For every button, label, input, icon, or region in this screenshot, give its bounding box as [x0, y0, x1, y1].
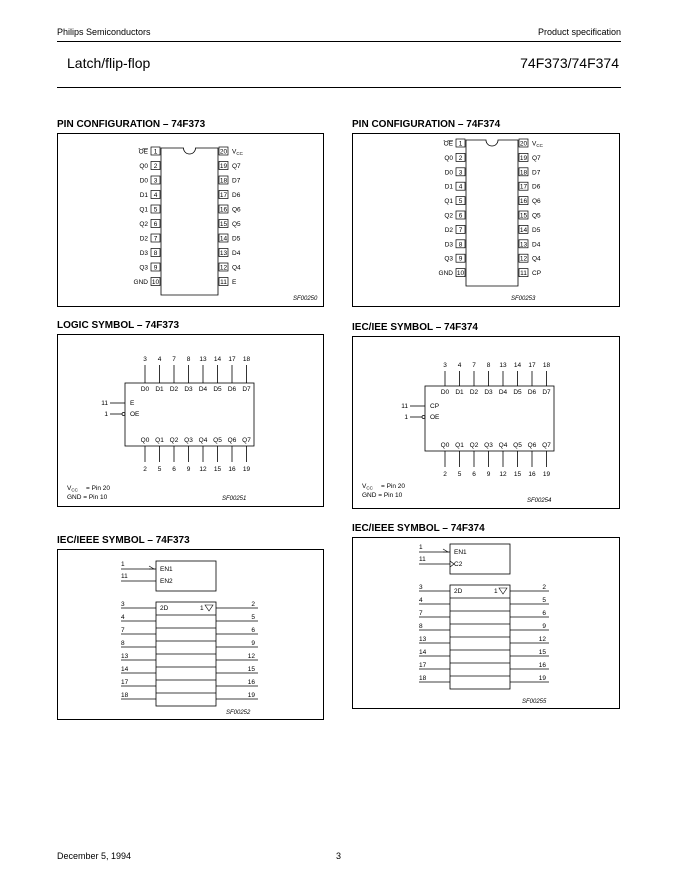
vcc-note-label: $V_{CC}$ [362, 483, 373, 491]
pin-number: 13 [219, 250, 228, 257]
data-output-pin-number: 16 [247, 679, 255, 686]
data-output-pin-number: 6 [251, 627, 255, 634]
pin-label: Q0 [444, 154, 453, 162]
data-input-label: D2 [469, 389, 479, 396]
pin-config-373-diagram [58, 134, 323, 306]
input-pin-number: 7 [172, 356, 176, 363]
vcc-note: = Pin 20 [381, 483, 406, 490]
control-label: E [130, 400, 135, 407]
pin-number: 8 [153, 250, 158, 257]
input-pin-number: 7 [472, 362, 476, 369]
pin-number: 7 [153, 235, 158, 243]
figure-code: SF00255 [522, 699, 547, 705]
pin-label: Q7 [232, 163, 241, 170]
data-input-pin-number: 17 [419, 662, 427, 669]
pin-label: Q1 [444, 198, 453, 206]
pin-number: 20 [519, 140, 528, 148]
data-output-pin-number: 2 [542, 584, 546, 591]
pin-number: 10 [151, 279, 160, 286]
data-input-pin-number: 3 [121, 601, 125, 608]
footer-date: December 5, 1994 [57, 851, 132, 861]
data-dependency-label: 2D [454, 588, 463, 595]
input-pin-number: 13 [499, 362, 507, 369]
logic-373-figure [57, 334, 324, 507]
control-label: C2 [454, 561, 463, 568]
output-label: Q1 [155, 437, 164, 444]
pin-label: Q5 [532, 212, 541, 220]
data-input-label: D4 [498, 389, 508, 396]
data-input-label: D5 [213, 386, 222, 393]
output-pin-number: 6 [172, 466, 176, 473]
input-pin-number: 18 [542, 362, 551, 369]
pin-label: GND [438, 270, 453, 278]
pin-label: D6 [232, 192, 241, 199]
pin-label: D7 [232, 177, 241, 185]
control-pin-number: 1 [121, 561, 125, 568]
pin-label: Q6 [232, 206, 241, 214]
output-label: Q7 [242, 437, 251, 444]
control-label: EN2 [160, 578, 173, 585]
data-output-pin-number: 16 [538, 662, 546, 669]
pin-number: 10 [456, 270, 465, 278]
title-rule [57, 87, 621, 88]
pin-number: 6 [153, 221, 158, 228]
data-input-label: D2 [169, 386, 179, 393]
output-label: Q1 [455, 442, 464, 449]
output-label: Q6 [227, 437, 237, 444]
data-output-pin-number: 5 [251, 614, 255, 621]
pin-number: 3 [153, 177, 158, 185]
data-input-pin-number: 8 [121, 640, 125, 647]
pin-number: 12 [519, 255, 528, 263]
data-input-pin-number: 13 [121, 653, 129, 660]
pin-label: D3 [444, 241, 453, 249]
pin-number: 8 [458, 241, 463, 249]
gnd-note: GND = Pin 10 [67, 494, 108, 501]
heading-iec-374-b: IEC/IEEE SYMBOL – 74F374 [352, 523, 485, 534]
pin-label: D2 [139, 235, 148, 243]
output-pin-number: 6 [472, 471, 476, 478]
data-output-pin-number: 5 [542, 597, 546, 604]
document-type: Product specification [537, 27, 621, 37]
data-input-label: D3 [484, 389, 493, 396]
pin-number: 13 [519, 241, 528, 249]
output-pin-number: 19 [542, 471, 551, 478]
pin-number: 9 [458, 255, 463, 263]
pin-number: 17 [519, 183, 528, 191]
data-output-pin-number: 19 [247, 692, 255, 699]
control-pin-number: 1 [404, 414, 408, 421]
dip-package [466, 140, 518, 286]
output-label: Q6 [527, 442, 537, 449]
data-input-pin-number: 18 [121, 692, 129, 699]
data-input-pin-number: 7 [121, 627, 125, 634]
data-input-label: D6 [527, 389, 537, 396]
output-label: Q7 [542, 442, 551, 449]
pin-number: 18 [219, 177, 228, 185]
pin-number: 17 [219, 192, 228, 199]
pin-number: 16 [219, 206, 228, 214]
page-number: 3 [336, 851, 342, 861]
data-output-pin-number: 12 [247, 653, 255, 660]
pin-label: Q1 [139, 206, 148, 214]
data-input-label: D6 [227, 386, 237, 393]
output-pin-number: 16 [528, 471, 536, 478]
pin-label: D3 [139, 250, 148, 257]
pin-number: 19 [519, 154, 528, 162]
pin-label: D0 [444, 169, 453, 177]
figure-code: SF00252 [226, 710, 251, 716]
data-input-label: D5 [513, 389, 522, 396]
pin-number: 4 [458, 183, 463, 191]
output-pin-number: 2 [143, 466, 147, 473]
pin-number: 16 [519, 198, 528, 206]
heading-logic-373: LOGIC SYMBOL – 74F373 [57, 320, 180, 331]
data-input-pin-number: 7 [419, 610, 423, 617]
polarity-indicator [149, 566, 154, 569]
data-output-pin-number: 12 [538, 636, 546, 643]
pin-number: 20 [219, 148, 228, 156]
control-label: EN1 [160, 566, 173, 573]
data-input-label: D0 [440, 389, 450, 396]
pin-label: Q5 [232, 221, 241, 228]
pin-label: $V_{CC}$ [232, 148, 243, 156]
output-label: Q3 [484, 442, 493, 449]
pin-label: Q4 [232, 264, 241, 272]
gnd-note: GND = Pin 10 [362, 492, 403, 499]
pin-config-374-figure [352, 133, 620, 307]
data-input-pin-number: 4 [419, 597, 423, 604]
input-pin-number: 4 [457, 362, 462, 369]
data-input-pin-number: 3 [419, 584, 423, 591]
output-label: Q0 [140, 437, 150, 444]
pin-number: 18 [519, 169, 528, 177]
pin-label: D7 [532, 169, 541, 177]
pin-number: 15 [219, 221, 228, 228]
dip-package [161, 148, 218, 295]
pin-number: 4 [153, 192, 158, 199]
iec-374-b-diagram [353, 538, 619, 708]
logic-373-diagram [58, 335, 323, 506]
figure-code: SF00250 [293, 296, 318, 302]
data-output-pin-number: 9 [251, 640, 255, 647]
pin-number: 7 [458, 226, 463, 234]
data-input-label: D7 [242, 386, 251, 393]
data-input-pin-number: 14 [121, 666, 129, 673]
pin-label: Q6 [532, 198, 541, 206]
three-state-output-icon [205, 605, 213, 611]
figure-code: SF00251 [222, 496, 247, 502]
output-pin-number: 9 [186, 466, 191, 473]
pin-number: 15 [519, 212, 528, 220]
pin-label: D6 [532, 183, 541, 191]
pin-label: D4 [532, 241, 541, 249]
output-pin-number: 19 [242, 466, 251, 473]
output-label: Q0 [440, 442, 450, 449]
data-output-pin-number: 2 [251, 601, 255, 608]
pin-label: CP [532, 270, 542, 278]
pin-label: Q7 [532, 154, 541, 162]
data-input-label: D7 [542, 389, 551, 396]
output-pin-number: 2 [443, 471, 447, 478]
input-pin-number: 3 [143, 356, 147, 363]
pin-label: OE [443, 140, 453, 148]
output-dependency-label: 1 [494, 588, 498, 595]
iec-373-figure [57, 549, 324, 720]
control-pin-number: 11 [101, 400, 108, 407]
pin-number: 9 [153, 264, 158, 272]
input-pin-number: 13 [199, 356, 207, 363]
pin-label: Q3 [139, 264, 148, 272]
company-name: Philips Semiconductors [57, 27, 151, 37]
figure-code: SF00253 [511, 296, 536, 302]
input-pin-number: 14 [213, 356, 222, 363]
pin-number: 1 [458, 140, 463, 148]
pin-number: 2 [153, 163, 158, 170]
output-label: Q5 [213, 437, 222, 444]
data-output-pin-number: 19 [538, 675, 546, 682]
output-label: Q4 [198, 437, 208, 444]
heading-iec-374-a: IEC/IEE SYMBOL – 74F374 [352, 322, 478, 333]
output-pin-number: 12 [199, 466, 207, 473]
pin-label: Q4 [532, 255, 541, 263]
pin-number: 14 [219, 235, 228, 243]
pin-label: Q0 [139, 163, 148, 170]
output-label: Q3 [184, 437, 193, 444]
control-pin-number: 11 [401, 403, 408, 410]
input-pin-number: 14 [513, 362, 522, 369]
data-input-label: D1 [455, 389, 464, 396]
pin-label: D5 [532, 226, 541, 234]
pin-config-374-diagram [353, 134, 619, 306]
input-pin-number: 17 [528, 362, 536, 369]
data-input-label: D4 [198, 386, 208, 393]
output-label: Q2 [469, 442, 479, 449]
data-output-pin-number: 9 [542, 623, 546, 630]
vcc-note: = Pin 20 [86, 485, 111, 492]
data-input-pin-number: 17 [121, 679, 129, 686]
pin-config-373-figure [57, 133, 324, 307]
heading-pin-config-373: PIN CONFIGURATION – 74F373 [57, 119, 206, 130]
data-output-pin-number: 15 [538, 649, 546, 656]
pin-number: 14 [519, 226, 528, 234]
pin-label: D5 [232, 235, 241, 243]
pin-number: 12 [219, 264, 228, 272]
pin-number: 5 [458, 198, 463, 206]
input-pin-number: 8 [186, 356, 191, 363]
control-label: OE [130, 411, 140, 418]
pin-number: 5 [153, 206, 158, 214]
pin-label: Q2 [139, 221, 148, 228]
pin-label: Q2 [444, 212, 453, 220]
pin-number: 11 [220, 279, 227, 286]
pin-label: D0 [139, 177, 148, 185]
input-pin-number: 3 [443, 362, 447, 369]
input-pin-number: 18 [242, 356, 251, 363]
pin-label: GND [133, 279, 148, 286]
data-input-label: D1 [155, 386, 164, 393]
output-label: Q5 [513, 442, 522, 449]
output-pin-number: 15 [513, 471, 522, 478]
inversion-bubble [422, 416, 425, 419]
data-output-pin-number: 6 [542, 610, 546, 617]
polarity-indicator [443, 549, 448, 552]
pin-label: OE [138, 148, 148, 156]
control-pin-number: 1 [104, 411, 108, 418]
data-dependency-label: 2D [160, 605, 169, 612]
input-pin-number: 17 [228, 356, 236, 363]
data-input-pin-number: 13 [419, 636, 427, 643]
pin-number: 19 [219, 163, 228, 170]
input-pin-number: 8 [486, 362, 491, 369]
output-label: Q2 [169, 437, 179, 444]
pin-label: E [232, 279, 237, 286]
pin-number: 11 [520, 270, 527, 278]
control-pin-number: 11 [121, 573, 128, 580]
heading-pin-config-374: PIN CONFIGURATION – 74F374 [352, 119, 501, 130]
pin-number: 6 [458, 212, 463, 220]
output-pin-number: 12 [499, 471, 507, 478]
iec-374-b-figure [352, 537, 620, 709]
pin-label: $V_{CC}$ [532, 140, 543, 148]
iec-374-a-diagram [353, 337, 619, 508]
data-input-label: D0 [140, 386, 150, 393]
control-label: EN1 [454, 549, 467, 556]
input-pin-number: 4 [157, 356, 162, 363]
data-output-pin-number: 15 [247, 666, 255, 673]
iec-374-a-figure [352, 336, 620, 509]
data-input-pin-number: 18 [419, 675, 427, 682]
pin-label: D1 [139, 192, 148, 199]
pin-label: D4 [232, 250, 241, 257]
pin-label: D1 [444, 183, 453, 191]
control-label: CP [430, 403, 440, 410]
pin-label: Q3 [444, 255, 453, 263]
page-title: Latch/flip-flop [67, 55, 151, 71]
vcc-note-label: $V_{CC}$ [67, 485, 78, 493]
control-pin-number: 11 [419, 556, 426, 563]
output-label: Q4 [498, 442, 508, 449]
three-state-output-icon [499, 588, 507, 594]
pin-number: 2 [458, 154, 463, 162]
part-number: 74F373/74F374 [520, 55, 619, 71]
pin-label: D2 [444, 226, 453, 234]
output-pin-number: 15 [213, 466, 222, 473]
data-input-label: D3 [184, 386, 193, 393]
output-pin-number: 9 [486, 471, 491, 478]
control-pin-number: 1 [419, 544, 423, 551]
pin-number: 3 [458, 169, 463, 177]
data-input-pin-number: 8 [419, 623, 423, 630]
output-pin-number: 5 [157, 466, 162, 473]
inversion-bubble [122, 413, 125, 416]
control-label: OE [430, 414, 440, 421]
data-input-pin-number: 4 [121, 614, 125, 621]
pin-number: 1 [153, 148, 158, 156]
output-pin-number: 5 [457, 471, 462, 478]
header-rule [57, 41, 621, 42]
heading-iec-373: IEC/IEEE SYMBOL – 74F373 [57, 535, 190, 546]
output-pin-number: 16 [228, 466, 236, 473]
output-dependency-label: 1 [200, 605, 204, 612]
data-input-pin-number: 14 [419, 649, 427, 656]
figure-code: SF00254 [527, 498, 552, 504]
iec-373-diagram [58, 550, 323, 719]
